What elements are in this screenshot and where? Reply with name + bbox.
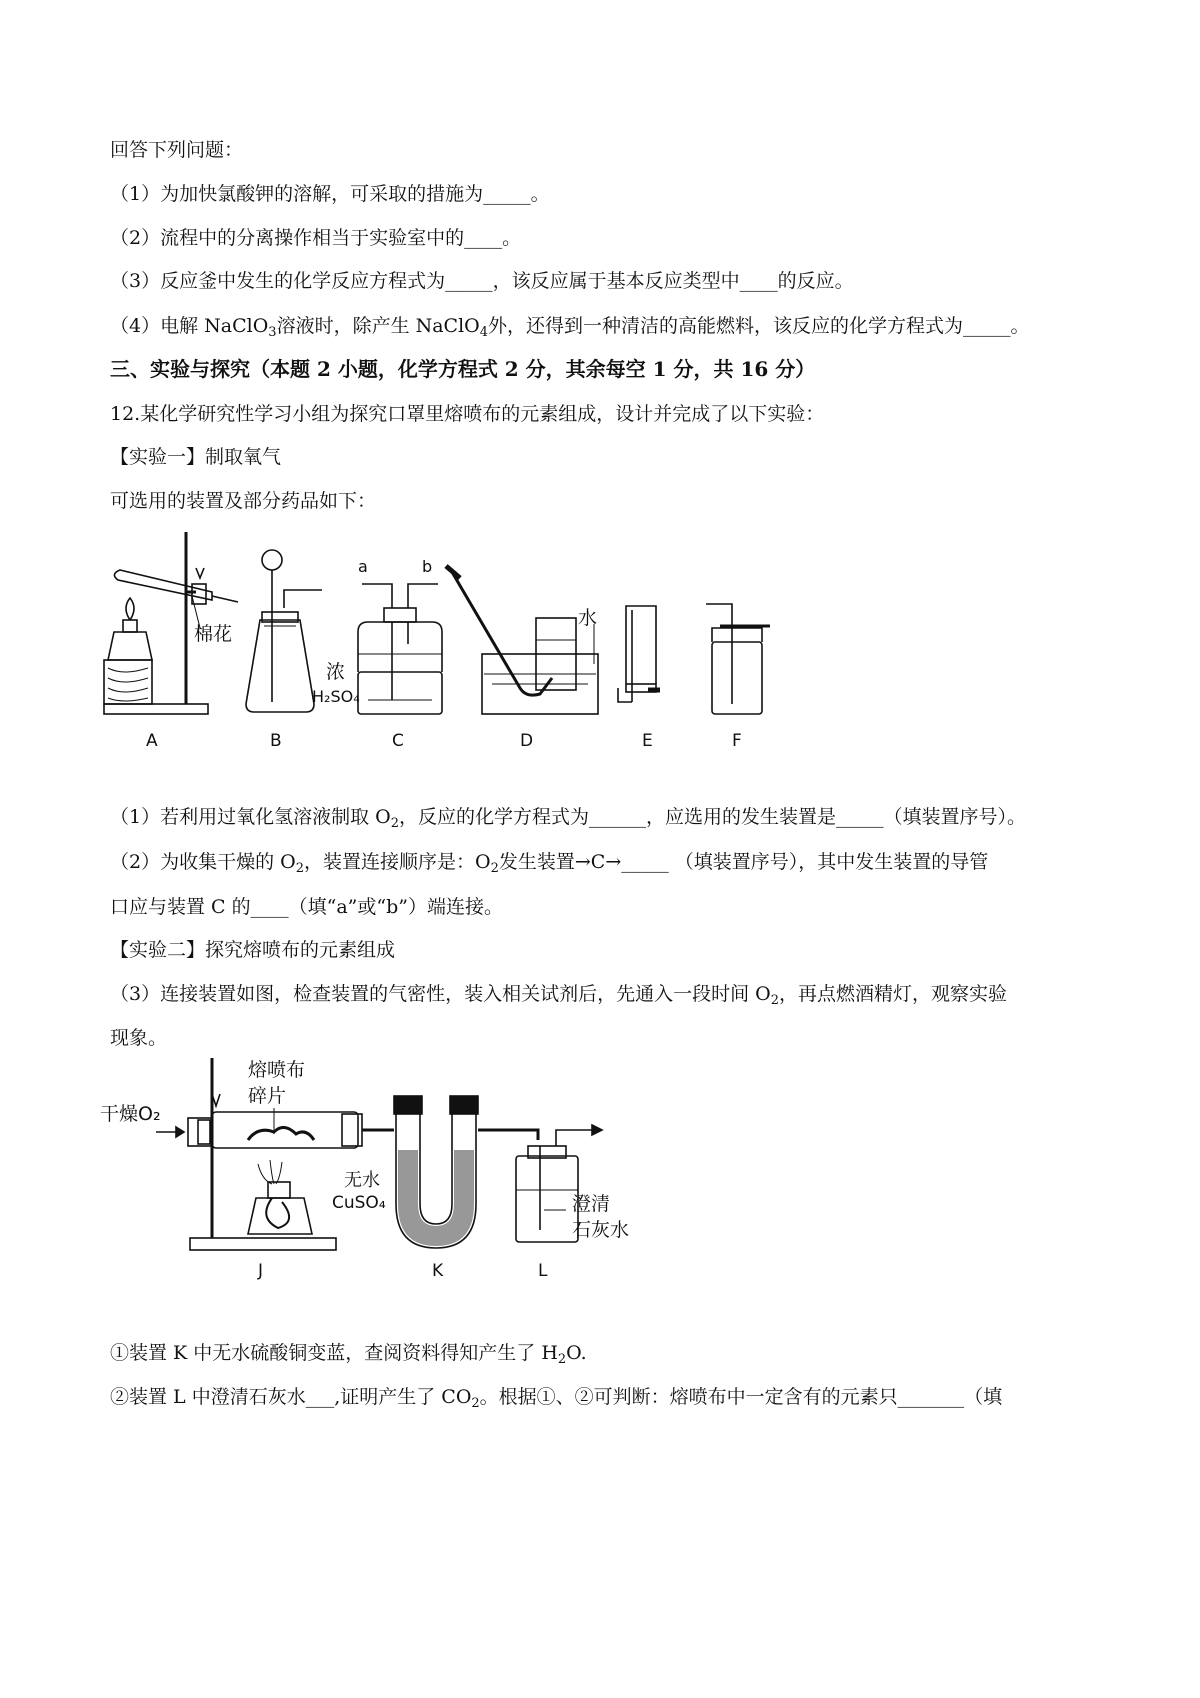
label-c: C [392,731,404,751]
question-12-part-1 [110,804,1100,830]
question-11-part-3: （3）反应釜中发生的化学反应方程式为_____，该反应属于基本反应类型中____的反应。 [110,270,854,292]
apparatus-c [312,557,442,714]
acid-label-line1: 浓 [326,661,346,683]
question-12-stem: 12.某化学研究性学习小组为探究口罩里熔喷布的元素组成，设计并完成了以下实验： [110,403,825,425]
label-d: D [520,731,534,751]
text-span: 发生装置→C→_____ （填装置序号），其中发生装置的导管 [498,851,989,873]
conclusion-1 [110,1340,1100,1366]
label-a: A [146,731,158,751]
text-span: ，装置连接顺序是：O [304,851,491,873]
label-l: L [538,1261,548,1281]
anhydrous-label: 无水 [344,1170,380,1191]
subscript: 3 [268,325,277,340]
experiment-1-intro: 可选用的装置及部分药品如下： [110,490,377,512]
question-11-part-1: （1）为加快氯酸钾的溶解，可采取的措施为_____。 [110,183,550,205]
subscript: 4 [479,325,489,340]
limewater-label-line2: 石灰水 [572,1219,630,1241]
text-span: （2）为收集干燥的 O [110,851,296,873]
water-label: 水 [578,607,598,629]
text-span: 溶液时，除产生 NaClO [276,315,480,337]
subscript: 2 [471,1396,480,1411]
subscript: 2 [770,993,779,1008]
fabric-label-line1: 熔喷布 [248,1059,306,1081]
question-12-part-2 [110,849,1100,875]
subscript: 2 [557,1352,567,1367]
text-span: （3）连接装置如图，检查装置的气密性，装入相关试剂后，先通入一段时间 O [110,983,771,1005]
text-span: ，再点燃酒精灯，观察实验 [779,983,1008,1005]
port-a-label: a [358,557,368,576]
question-12-part-3-continued: 现象。 [110,1027,168,1049]
text-span: 。根据①、②可判断：熔喷布中一定含有的元素只_______（填 [479,1386,1003,1408]
acid-label-line2: H₂SO₄ [312,687,360,706]
question-12-part-2-continued: 口应与装置 C 的____（填“a”或“b”）端连接。 [110,896,503,918]
question-12-part-3 [110,981,1100,1007]
question-11-part-4 [110,313,1100,339]
apparatus-j [188,1058,362,1250]
label-k: K [432,1261,444,1281]
text-span: ，反应的化学方程式为______，应选用的发生装置是_____（填装置序号）。 [399,806,1027,828]
text-span: 外，还得到一种清洁的高能燃料，该反应的化学方程式为_____。 [488,315,1030,337]
section-3-title: 三、实验与探究（本题 2 小题，化学方程式 2 分，其余每空 1 分，共 16 分） [110,357,816,381]
apparatus-l [516,1125,629,1242]
apparatus-k [332,1096,478,1248]
apparatus-d [446,566,598,714]
cuso4-label: CuSO₄ [332,1193,386,1213]
label-b: B [270,731,282,751]
label-j: J [258,1261,264,1281]
text-span: （1）若利用过氧化氢溶液制取 O [110,806,391,828]
experiment-1-title: 【实验一】制取氧气 [110,446,282,468]
experiment-2-title: 【实验二】探究熔喷布的元素组成 [110,939,396,961]
text-span: O. [566,1342,587,1364]
apparatus-e [618,606,660,702]
label-e: E [642,731,653,751]
port-b-label: b [422,557,433,576]
conclusion-2 [110,1384,1100,1410]
cotton-label: 棉花 [194,623,233,645]
subscript: 2 [390,816,399,831]
apparatus-figure-2 [98,1054,658,1289]
apparatus-a [104,532,238,714]
intro-text: 回答下列问题： [110,139,244,161]
apparatus-b [246,550,322,712]
text-span: ①装置 K 中无水硫酸铜变蓝，查阅资料得知产生了 H [110,1342,558,1364]
label-f: F [732,731,742,751]
fabric-label-line2: 碎片 [248,1085,287,1107]
text-span: ②装置 L 中澄清石灰水___,证明产生了 CO [110,1386,472,1408]
apparatus-f [706,604,770,714]
limewater-label-line1: 澄清 [572,1193,611,1215]
dry-o2-label: 干燥O₂ [100,1103,161,1125]
subscript: 2 [295,861,304,876]
question-11-part-2: （2）流程中的分离操作相当于实验室中的____。 [110,227,522,249]
subscript: 2 [490,861,499,876]
apparatus-figure-1 [100,528,800,758]
text-span: （4）电解 NaClO [110,315,269,337]
